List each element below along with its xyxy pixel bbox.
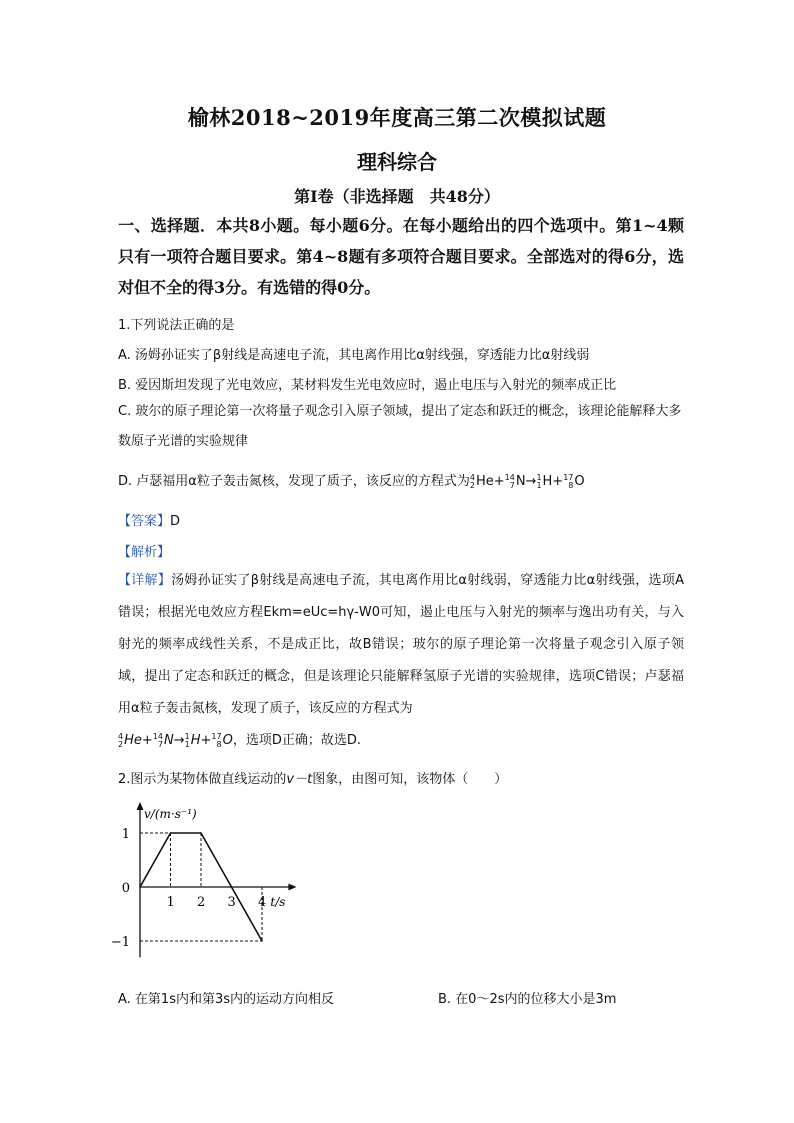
reaction-equation: 4 2 He+ 14 7 N→ 1 1 H+ 17 8 O [469, 472, 585, 490]
detail-label: 【详解】 [118, 573, 172, 588]
q1-option-a: A. 汤姆孙证实了β射线是高速电子流，其电离作用比α射线强，穿透能力比α射线弱 [118, 348, 590, 363]
q2-stem [118, 768, 507, 787]
y-tick-label: 1 [121, 827, 130, 842]
x-tick-label: 2 [197, 895, 206, 910]
q1-option-d-text: D. 卢瑟福用α粒子轰击氮核，发现了质子，该反应的方程式为 [118, 474, 470, 489]
x-tick-label: 3 [227, 895, 236, 910]
q1-stem: 1.下列说法正确的是 [118, 318, 235, 333]
x-tick-label: 4 [258, 895, 267, 910]
q2-stem-var: v－t [286, 772, 313, 787]
q1-option-d [118, 470, 585, 490]
x-tick-label: 1 [166, 895, 175, 910]
data-point [139, 886, 141, 888]
data-point [231, 886, 233, 888]
section-instructions: 一、选择题．本共8小题。每小题6分。在每小题给出的四个选项中。第1~4颗只有一项符合题目要求。第4~8题有多项符合题目要求。全部选对的得6分，选对但不全的得3分。有选错的得0分。 [118, 216, 684, 297]
answer-label: 【答案】 [118, 514, 171, 529]
q1-option-b: B. 爱因斯坦发现了光电效应，某材料发生光电效应时，遏止电压与入射光的频率成正比 [118, 378, 617, 393]
answer-value: D [170, 514, 181, 529]
data-point [200, 832, 202, 834]
x-axis-label: t/s [270, 895, 286, 909]
detail-paragraph [118, 565, 684, 757]
q2-option-a: A. 在第1s内和第3s内的运动方向相反 [118, 992, 335, 1007]
y-axis-label: v/(m·s⁻¹) [144, 807, 197, 821]
y-tick-label: 0 [121, 881, 130, 896]
detail-text: 汤姆孙证实了β射线是高速电子流，其电离作用比α射线弱，穿透能力比α射线强，选项A错误；根据光电效应方程Ekm=eUc=hγ-W0可知，遏止电压与入射光的频率与逸出功有关，与入射光的频率成线性关系，不是成正比，故B错误；玻尔的原子理论第一次将量子观念引入原子领域，提出了定态和跃迁的概念，但是该理论只能解释氢原子光谱的实验规律，选项C错误；卢瑟福用α粒子轰击氮核，发现了质子，该反应的方程式为 [118, 573, 684, 716]
part-heading: 第I卷（非选择题 共48分） [294, 187, 500, 206]
detail-end: ，选项D正确；故选D. [232, 733, 361, 748]
analysis-label: 【解析】 [118, 545, 171, 560]
exam-subtitle: 理科综合 [357, 150, 437, 174]
exam-title: 榆林2018~2019年度高三第二次模拟试题 [187, 105, 607, 130]
data-point [170, 832, 172, 834]
data-point [261, 940, 263, 942]
x-axis-arrow [288, 884, 296, 891]
q1-option-c: C. 玻尔的原子理论第一次将量子观念引入原子领域，提出了定态和跃迁的概念，该理论能解释大多数原子光谱的实验规律 [118, 404, 682, 449]
y-axis-arrow [137, 802, 144, 810]
answer-row [118, 510, 180, 529]
q2-option-b: B. 在0～2s内的位移大小是3m [438, 992, 617, 1007]
q2-stem-suffix: 图象，由图可知，该物体（ ） [312, 772, 508, 787]
q2-stem-prefix: 2.图示为某物体做直线运动的 [118, 772, 287, 787]
detail-equation: 4 2 He+ 14 7 N→ 1 1 H+ 17 8 O [118, 731, 233, 749]
y-tick-label: −1 [110, 935, 130, 950]
vt-graph [110, 800, 318, 965]
